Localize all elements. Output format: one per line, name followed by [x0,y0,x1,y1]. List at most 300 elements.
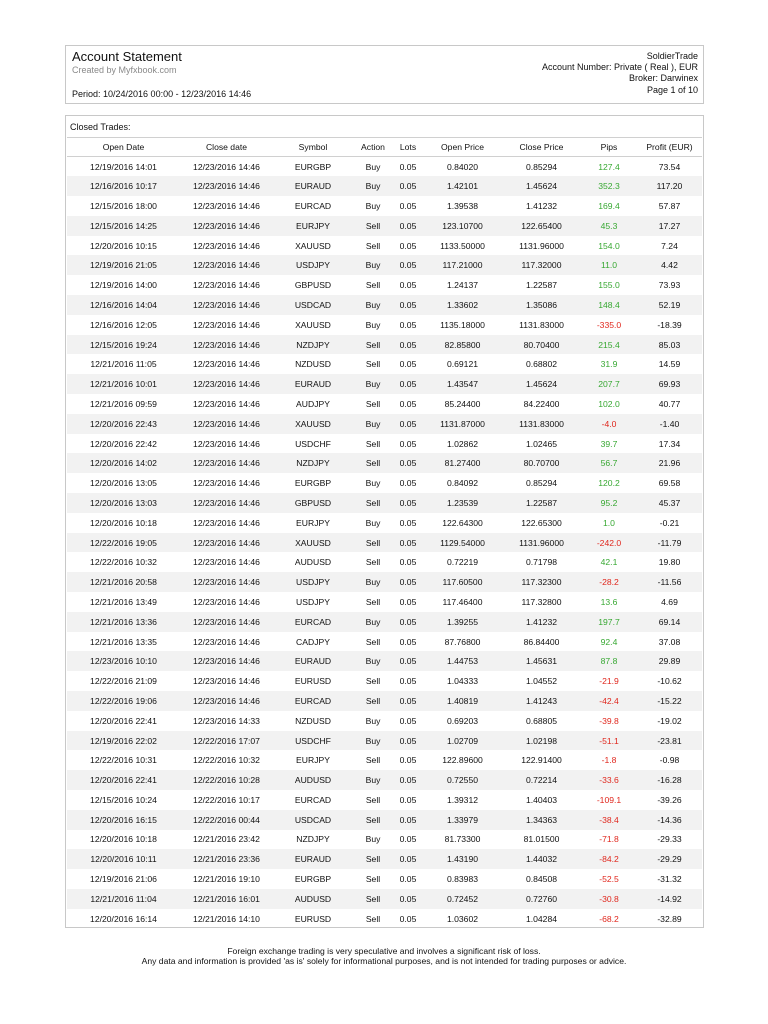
table-row [67,869,702,889]
close-date-cell: 12/23/2016 14:46 [180,255,273,275]
open-date-cell: 12/21/2016 13:36 [67,612,180,632]
lots-cell: 0.05 [399,636,417,647]
open-price-cell: 1.04333 [446,676,479,687]
column-header: Close date [180,138,273,157]
symbol-cell: EURJPY [296,517,330,528]
pips-cell: -30.8 [581,889,637,909]
table-row [67,671,702,691]
trade-rows [67,157,702,929]
close-date-cell: 12/21/2016 19:10 [193,874,260,885]
table-row [67,315,702,335]
action-cell: Buy [365,319,381,330]
lots-cell: 0.05 [399,517,417,528]
pips-cell: -33.6 [581,770,637,790]
lots-cell: 0.05 [393,691,423,711]
symbol-cell: EURCAD [294,794,332,805]
profit-cell: 57.87 [658,200,681,211]
open-price-cell: 122.64300 [442,517,483,528]
open-date-cell: 12/20/2016 10:18 [90,517,157,528]
table-row [67,731,702,751]
close-price-cell: 1.41243 [502,691,581,711]
open-date-cell: 12/20/2016 22:41 [67,770,180,790]
close-date-cell: 12/23/2016 14:46 [193,398,260,409]
lots-cell: 0.05 [393,731,423,751]
open-date-cell: 12/15/2016 14:25 [67,216,180,236]
table-row [67,810,702,830]
profit-cell: -16.28 [637,770,702,790]
close-date-cell: 12/23/2016 14:46 [180,612,273,632]
close-date-cell: 12/23/2016 14:46 [180,453,273,473]
table-header-row [67,138,702,157]
open-date-cell: 12/20/2016 16:15 [67,810,180,830]
disclaimer-line: Foreign exchange trading is very speculative and involves a significant risk of loss. [227,946,541,956]
table-row [67,711,702,731]
profit-cell: 73.93 [658,280,681,291]
table-row [67,691,702,711]
open-date-cell: 12/22/2016 21:09 [90,676,157,687]
profit-cell: -1.40 [637,414,702,434]
close-date-cell: 12/23/2016 14:46 [180,533,273,553]
open-date-cell: 12/20/2016 22:41 [90,715,157,726]
close-date-cell: 12/21/2016 23:36 [180,849,273,869]
open-date-cell: 12/15/2016 10:24 [90,794,157,805]
pips-cell: -335.0 [596,319,622,330]
open-price-cell: 1.02862 [446,438,479,449]
action-cell: Sell [353,493,393,513]
action-cell: Sell [365,913,381,924]
table-row [67,909,702,929]
open-price-cell: 0.72219 [446,557,479,568]
symbol-cell: EURAUD [273,849,353,869]
column-header: Symbol [273,138,353,157]
close-price-cell: 1.04552 [525,676,558,687]
close-date-cell: 12/23/2016 14:46 [180,572,273,592]
profit-cell: -23.81 [637,731,702,751]
symbol-cell: XAUUSD [273,414,353,434]
action-cell: Sell [365,280,381,291]
lots-cell: 0.05 [399,359,417,370]
close-date-cell: 12/23/2016 14:46 [180,295,273,315]
open-date-cell: 12/21/2016 11:05 [90,359,157,370]
action-cell: Sell [353,889,393,909]
open-price-cell: 1.43190 [423,849,502,869]
close-price-cell: 0.72760 [502,889,581,909]
profit-cell: -31.32 [657,874,682,885]
table-row [67,453,702,473]
symbol-cell: AUDUSD [273,770,353,790]
pips-cell: 169.4 [598,200,620,211]
profit-cell: 69.93 [637,374,702,394]
symbol-cell: EURCAD [273,612,353,632]
close-price-cell: 1131.83000 [502,414,581,434]
open-price-cell: 1.39255 [423,612,502,632]
close-date-cell: 12/23/2016 14:46 [180,651,273,671]
profit-cell: -32.89 [657,913,682,924]
open-price-cell: 0.69203 [446,715,479,726]
action-cell: Sell [365,874,381,885]
column-header: Pips [581,138,637,157]
lots-cell: 0.05 [399,240,417,251]
lots-cell: 0.05 [393,572,423,592]
symbol-cell: EURAUD [273,374,353,394]
close-price-cell: 1.22587 [502,493,581,513]
open-price-cell: 1133.50000 [440,240,485,251]
open-price-cell: 82.85800 [423,335,502,355]
open-price-cell: 1.42101 [423,176,502,196]
symbol-cell: CADJPY [296,636,330,647]
table-row [67,632,702,652]
profit-cell: -14.92 [637,889,702,909]
action-cell: Sell [353,453,393,473]
pips-cell: 120.2 [598,478,620,489]
close-date-cell: 12/23/2016 14:46 [180,691,273,711]
statement-period: Period: 10/24/2016 00:00 - 12/23/2016 14:46 [72,89,252,99]
open-price-cell: 1.40819 [423,691,502,711]
table-row [67,196,702,216]
open-price-cell: 1.33602 [423,295,502,315]
close-date-cell: 12/23/2016 14:46 [193,676,260,687]
open-price-cell: 85.24400 [444,398,481,409]
account-name: SoldierTrade [646,51,698,61]
table-row [67,889,702,909]
pips-cell: 215.4 [581,335,637,355]
profit-cell: 17.27 [637,216,702,236]
statement-subtitle: Created by Myfxbook.com [72,65,177,75]
action-cell: Buy [353,612,393,632]
pips-cell: -39.8 [599,715,619,726]
table-row [67,572,702,592]
lots-cell: 0.05 [399,715,417,726]
table-row [67,533,702,553]
broker-name: Broker: Darwinex [628,73,698,84]
open-date-cell: 12/20/2016 13:03 [67,493,180,513]
action-cell: Sell [365,636,381,647]
pips-cell: -51.1 [581,731,637,751]
symbol-cell: USDJPY [296,596,330,607]
open-price-cell: 81.27400 [423,453,502,473]
table-row [67,493,702,513]
lots-cell: 0.05 [399,755,417,766]
closed-trades-caption: Closed Trades: [70,122,131,132]
pips-cell: 92.4 [600,636,618,647]
symbol-cell: EURCAD [294,200,332,211]
open-price-cell: 123.10700 [423,216,502,236]
open-date-cell: 12/20/2016 10:11 [67,849,180,869]
profit-cell: 7.24 [661,240,678,251]
lots-cell: 0.05 [399,478,417,489]
open-date-cell: 12/20/2016 22:42 [90,438,157,449]
lots-cell: 0.05 [393,335,423,355]
action-cell: Sell [365,398,381,409]
action-cell: Sell [365,240,381,251]
close-date-cell: 12/23/2016 14:46 [180,414,273,434]
table-row [67,651,702,671]
symbol-cell: NZDJPY [273,335,353,355]
profit-cell: 4.69 [661,596,678,607]
close-date-cell: 12/22/2016 10:28 [180,770,273,790]
close-price-cell: 81.01500 [523,834,560,845]
open-date-cell: 12/19/2016 21:05 [67,255,180,275]
open-price-cell: 0.83983 [446,874,479,885]
lots-cell: 0.05 [399,398,417,409]
symbol-cell: GBPUSD [273,493,353,513]
symbol-cell: EURUSD [294,913,332,924]
lots-cell: 0.05 [393,493,423,513]
page-indicator: Page 1 of 10 [646,84,698,95]
open-price-cell: 1.02709 [423,731,502,751]
action-cell: Sell [353,849,393,869]
open-date-cell: 12/21/2016 13:49 [90,596,157,607]
close-date-cell: 12/22/2016 17:07 [180,731,273,751]
close-price-cell: 122.91400 [521,755,562,766]
close-price-cell: 1.34363 [502,810,581,830]
close-date-cell: 12/23/2016 14:46 [193,240,260,251]
close-date-cell: 12/23/2016 14:46 [193,636,260,647]
close-price-cell: 1.40403 [525,794,558,805]
pips-cell: 155.0 [598,280,620,291]
close-price-cell: 1.41232 [525,200,558,211]
symbol-cell: EURCAD [273,691,353,711]
open-price-cell: 1129.54000 [423,533,502,553]
disclaimer-line: Any data and information is provided 'as is' solely for informational purposes, and is not intended for trading purposes or advice. [141,956,627,966]
lots-cell: 0.05 [393,612,423,632]
open-price-cell: 0.84092 [446,478,479,489]
table-row [67,157,702,177]
open-date-cell: 12/21/2016 10:01 [67,374,180,394]
profit-cell: 73.54 [658,161,681,172]
open-price-cell: 117.46400 [442,596,483,607]
column-header: Lots [393,138,423,157]
open-date-cell: 12/16/2016 12:05 [90,319,157,330]
open-price-cell: 1.39538 [446,200,479,211]
lots-cell: 0.05 [399,200,417,211]
lots-cell: 0.05 [399,794,417,805]
open-date-cell: 12/19/2016 14:01 [90,161,157,172]
close-price-cell: 117.32000 [502,255,581,275]
table-row [67,354,702,374]
symbol-cell: XAUUSD [273,533,353,553]
profit-cell: -18.39 [657,319,682,330]
close-price-cell: 1131.96000 [519,240,564,251]
profit-cell: -0.98 [659,755,680,766]
action-cell: Buy [353,414,393,434]
symbol-cell: AUDUSD [273,889,353,909]
symbol-cell: EURGBP [294,874,332,885]
open-price-cell: 0.84020 [446,161,479,172]
lots-cell: 0.05 [399,596,417,607]
table-row [67,216,702,236]
close-price-cell: 1.02198 [502,731,581,751]
close-price-cell: 1.41232 [502,612,581,632]
pips-cell: 56.7 [581,453,637,473]
close-price-cell: 0.68805 [525,715,558,726]
open-price-cell: 117.60500 [423,572,502,592]
close-date-cell: 12/23/2016 14:46 [180,176,273,196]
open-price-cell: 1.24137 [446,280,479,291]
close-date-cell: 12/23/2016 14:46 [193,478,260,489]
close-price-cell: 1.04284 [525,913,558,924]
close-price-cell: 1.45624 [502,176,581,196]
action-cell: Sell [353,810,393,830]
lots-cell: 0.05 [393,770,423,790]
table-row [67,513,702,533]
statement-header [65,45,704,104]
close-price-cell: 1131.96000 [502,533,581,553]
pips-cell: 1.0 [603,517,615,528]
lots-cell: 0.05 [393,176,423,196]
open-price-cell: 0.69121 [446,359,479,370]
open-date-cell: 12/22/2016 19:06 [67,691,180,711]
profit-cell: -29.29 [637,849,702,869]
lots-cell: 0.05 [399,319,417,330]
profit-cell: 19.80 [658,557,681,568]
close-date-cell: 12/23/2016 14:46 [180,216,273,236]
action-cell: Sell [353,216,393,236]
action-cell: Buy [353,176,393,196]
open-date-cell: 12/20/2016 14:02 [67,453,180,473]
disclaimer [0,946,768,966]
action-cell: Buy [365,715,381,726]
open-price-cell: 117.21000 [423,255,502,275]
symbol-cell: USDCAD [273,295,353,315]
pips-cell: 148.4 [581,295,637,315]
close-price-cell: 86.84400 [523,636,560,647]
symbol-cell: GBPUSD [294,280,332,291]
closed-trades-panel [65,115,704,928]
close-price-cell: 0.85294 [525,478,558,489]
lots-cell: 0.05 [393,295,423,315]
close-price-cell: 0.68802 [525,359,558,370]
profit-cell: -15.22 [637,691,702,711]
lots-cell: 0.05 [399,438,417,449]
lots-cell: 0.05 [393,533,423,553]
profit-cell: -39.26 [657,794,682,805]
pips-cell: -42.4 [581,691,637,711]
open-price-cell: 122.89600 [442,755,483,766]
pips-cell: 87.8 [581,651,637,671]
close-price-cell: 1.45624 [502,374,581,394]
lots-cell: 0.05 [399,834,417,845]
action-cell: Sell [365,557,381,568]
action-cell: Sell [365,438,381,449]
action-cell: Buy [365,200,381,211]
column-header: Action [353,138,393,157]
action-cell: Buy [353,255,393,275]
pips-cell: -1.8 [601,755,617,766]
close-date-cell: 12/23/2016 14:46 [180,335,273,355]
open-date-cell: 12/23/2016 10:10 [67,651,180,671]
pips-cell: 42.1 [600,557,618,568]
pips-cell: 45.3 [581,216,637,236]
pips-cell: 154.0 [598,240,620,251]
table-row [67,592,702,612]
symbol-cell: AUDUSD [294,557,332,568]
action-cell: Buy [353,572,393,592]
open-date-cell: 12/21/2016 09:59 [90,398,157,409]
symbol-cell: EURAUD [273,651,353,671]
lots-cell: 0.05 [393,453,423,473]
open-date-cell: 12/22/2016 10:31 [90,755,157,766]
lots-cell: 0.05 [393,255,423,275]
open-date-cell: 12/20/2016 13:05 [90,478,157,489]
open-price-cell: 1.23539 [423,493,502,513]
pips-cell: 352.3 [581,176,637,196]
open-date-cell: 12/16/2016 10:17 [67,176,180,196]
close-price-cell: 122.65400 [502,216,581,236]
open-date-cell: 12/15/2016 19:24 [67,335,180,355]
open-price-cell: 1.39312 [446,794,479,805]
profit-cell: 117.20 [637,176,702,196]
pips-cell: 95.2 [581,493,637,513]
lots-cell: 0.05 [393,414,423,434]
account-number: Account Number: Private ( Real ), EUR [541,62,698,73]
action-cell: Buy [365,517,381,528]
close-date-cell: 12/23/2016 14:46 [193,161,260,172]
action-cell: Sell [353,533,393,553]
symbol-cell: USDCHF [273,731,353,751]
profit-cell: -14.36 [637,810,702,830]
action-cell: Buy [353,731,393,751]
close-date-cell: 12/21/2016 14:10 [193,913,260,924]
close-price-cell: 0.72214 [502,770,581,790]
pips-cell: 207.7 [581,374,637,394]
lots-cell: 0.05 [399,676,417,687]
table-row [67,750,702,770]
action-cell: Sell [353,335,393,355]
pips-cell: -109.1 [596,794,622,805]
lots-cell: 0.05 [399,161,417,172]
profit-cell: 29.89 [637,651,702,671]
table-row [67,414,702,434]
symbol-cell: EURJPY [296,755,330,766]
pips-cell: -84.2 [581,849,637,869]
symbol-cell: XAUUSD [295,319,331,330]
close-price-cell: 1.44032 [502,849,581,869]
close-price-cell: 1.35086 [502,295,581,315]
table-row [67,295,702,315]
lots-cell: 0.05 [393,374,423,394]
column-header: Open Price [423,138,502,157]
symbol-cell: NZDUSD [295,715,331,726]
profit-cell: -29.33 [657,834,682,845]
close-price-cell: 80.70400 [502,335,581,355]
pips-cell: 31.9 [600,359,618,370]
close-price-cell: 117.32800 [521,596,562,607]
open-price-cell: 1.43547 [423,374,502,394]
symbol-cell: XAUUSD [295,240,331,251]
pips-cell: -52.5 [599,874,619,885]
profit-cell: -11.56 [637,572,702,592]
action-cell: Sell [365,755,381,766]
lots-cell: 0.05 [393,651,423,671]
column-header: Open Date [67,138,180,157]
close-price-cell: 84.22400 [523,398,560,409]
symbol-cell: NZDJPY [273,453,353,473]
table-row [67,255,702,275]
open-date-cell: 12/21/2016 13:35 [90,636,157,647]
close-date-cell: 12/23/2016 14:46 [193,438,260,449]
table-row [67,176,702,196]
close-price-cell: 1131.83000 [519,319,564,330]
close-date-cell: 12/23/2016 14:46 [193,596,260,607]
close-price-cell: 1.02465 [525,438,558,449]
action-cell: Buy [365,834,381,845]
table-row [67,473,702,493]
lots-cell: 0.05 [393,216,423,236]
symbol-cell: EURAUD [273,176,353,196]
symbol-cell: USDJPY [273,572,353,592]
profit-cell: 69.58 [658,478,681,489]
